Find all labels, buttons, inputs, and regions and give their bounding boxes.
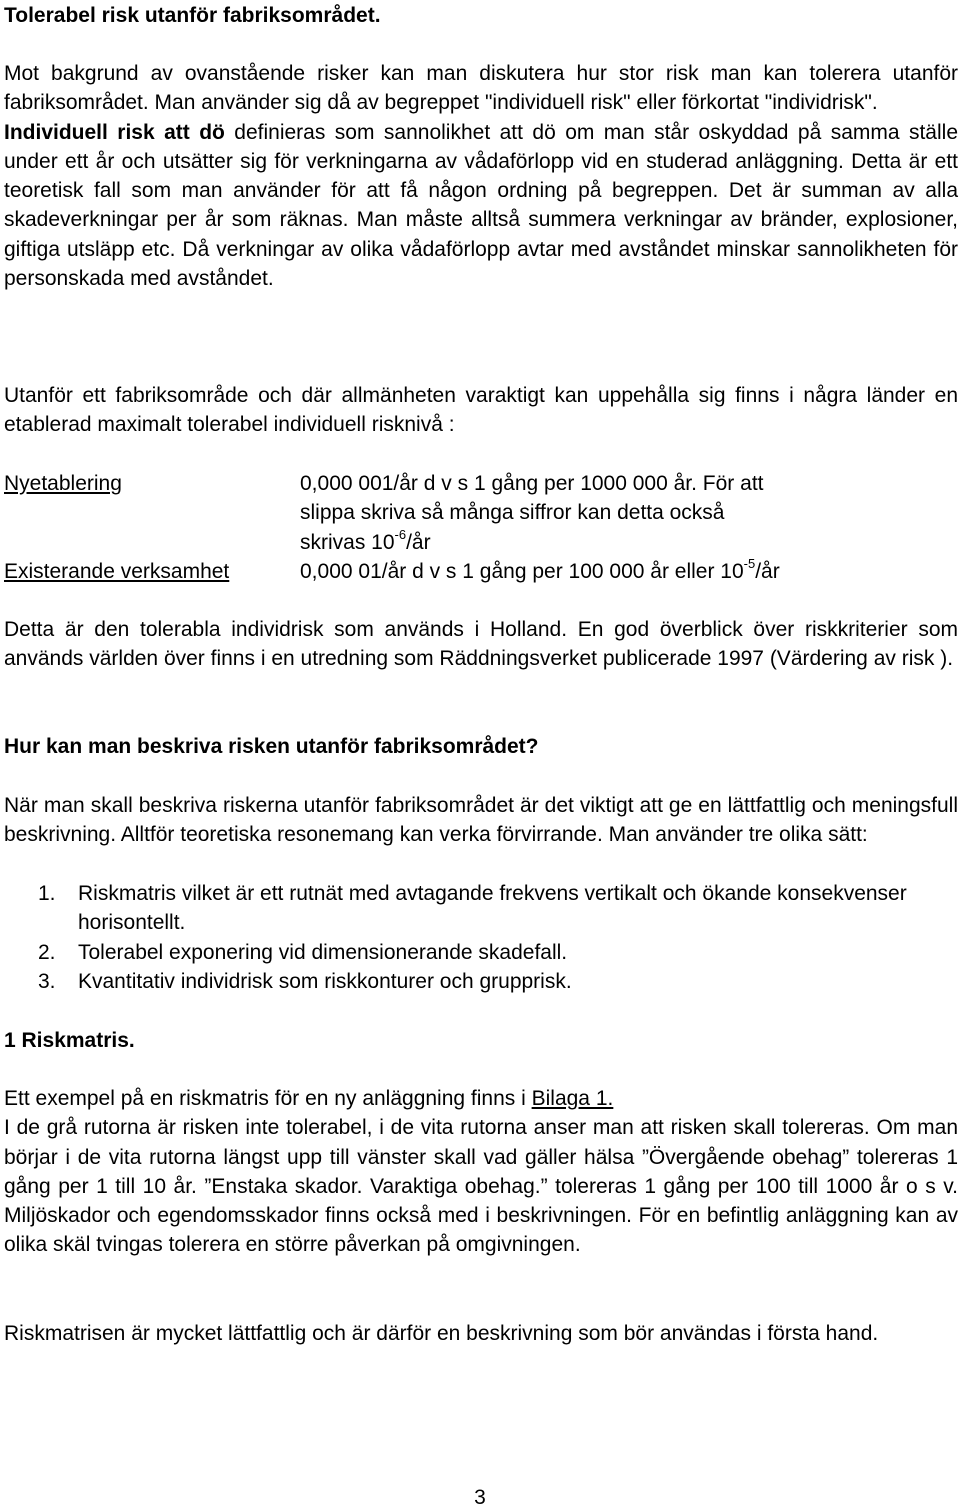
page-number: 3 xyxy=(474,1486,486,1509)
methods-list xyxy=(4,879,958,996)
risk-levels-table xyxy=(4,469,958,589)
section-heading: 1 Riskmatris. xyxy=(4,1029,135,1052)
intro-text: Mot bakgrund av ovanstående risker kan man diskutera hur stor risk man kan tolerera utanför fabriksområdet. Man använder sig då av begreppet "individuell risk" eller förkortat "individrisk". xyxy=(4,62,958,115)
term-individual-risk: Individuell risk att dö xyxy=(4,120,225,144)
value-line: slippa skriva så många siffror kan detta också xyxy=(300,501,725,525)
label-existing-operations: Existerande verksamhet xyxy=(4,560,230,583)
value-text: 0,000 01/år d v s 1 gång per 100 000 år eller 10 xyxy=(300,560,744,583)
definition-text: definieras som sannolikhet att dö om man står oskyddad på samma ställe under ett år och utsätter sig för verkningarna av vådaförlopp vid en studerad anläggning. Detta är ett teoretisk fall som man använder för att få någon ordning på begreppen. Det är summan av alla skadeverkningar per år som räknas. Man måste alltså summera verkningar av bränder, explosioner, giftiga utsläpp etc. Då verkningar av olika vådaförlopp avtar med avståndet minskar sannolikheten för personskada med avståndet. xyxy=(4,120,959,291)
value-line xyxy=(300,528,940,557)
exponent: -5 xyxy=(743,556,756,571)
section-heading: Hur kan man beskriva risken utanför fabriksområdet? xyxy=(4,735,539,758)
paragraph-describe-risk: När man skall beskriva riskerna utanför fabriksområdet är det viktigt att ge en lättfattlig och meningsfull beskrivning. Alltför teoretiska resonemang kan verka förvirrande. Man använder tre olika sätt: xyxy=(4,794,958,847)
paragraph-tolerable-level: Utanför ett fabriksområde och där allmänheten varaktigt kan uppehålla sig finns i några länder en etablerad maximalt tolerabel individuell risknivå : xyxy=(4,384,958,437)
exponent: -6 xyxy=(394,526,407,542)
value-text: /år xyxy=(406,530,431,554)
list-item xyxy=(4,967,958,996)
list-text: Riskmatris vilket är ett rutnät med avtagande frekvens vertikalt och ökande konsekvenser horisontellt. xyxy=(78,882,907,935)
paragraph-individual-risk xyxy=(4,59,958,293)
list-number: 2. xyxy=(38,940,56,964)
list-text: Tolerabel exponering vid dimensionerande skadefall. xyxy=(78,940,568,964)
text: Ett exempel på en riskmatris för en ny anläggning finns i xyxy=(4,1087,532,1110)
appendix-link[interactable]: Bilaga 1. xyxy=(531,1087,614,1110)
value-existing-operations xyxy=(300,557,940,586)
value-new-establishment xyxy=(300,469,940,557)
paragraph-holland: Detta är den tolerabla individrisk som används i Holland. En god överblick över riskkriterier som används världen över finns i en utredning som Räddningsverket publicerade 1997 (Värdering av risk ). xyxy=(4,618,958,671)
value-text: /år xyxy=(755,560,780,583)
value-text: skrivas 10 xyxy=(300,530,395,554)
paragraph-risk-matrix xyxy=(4,1084,958,1260)
value-line: 0,000 001/år d v s 1 gång per 1000 000 år. För att xyxy=(300,472,764,495)
list-number: 1. xyxy=(38,882,56,905)
list-number: 3. xyxy=(38,969,56,993)
paragraph-conclusion: Riskmatrisen är mycket lättfattlig och är därför en beskrivning som bör användas i första hand. xyxy=(4,1322,879,1345)
list-item xyxy=(4,879,958,938)
section-heading: Tolerabel risk utanför fabriksområdet. xyxy=(4,4,381,27)
list-item xyxy=(4,938,958,967)
list-text: Kvantitativ individrisk som riskkonturer och grupprisk. xyxy=(78,969,572,993)
text: I de grå rutorna är risken inte tolerabel, i de vita rutorna anser man att risken skall tolereras. Om man börjar i de vita rutorna längst upp till vänster skall vad gäller hälsa ”Övergående obehag” tolereras 1 gång per 1 till 10 år. ”Enstaka skador. Varaktiga obehag.” tolereras 1 gång per 100 till 1000 år o s v. Miljöskador och egendomsskador finns också med i beskrivningen. För en befintlig anläggning kan av olika skäl tvingas tolerera en större påverkan på omgivningen. xyxy=(4,1116,958,1257)
label-new-establishment: Nyetablering xyxy=(4,472,122,495)
